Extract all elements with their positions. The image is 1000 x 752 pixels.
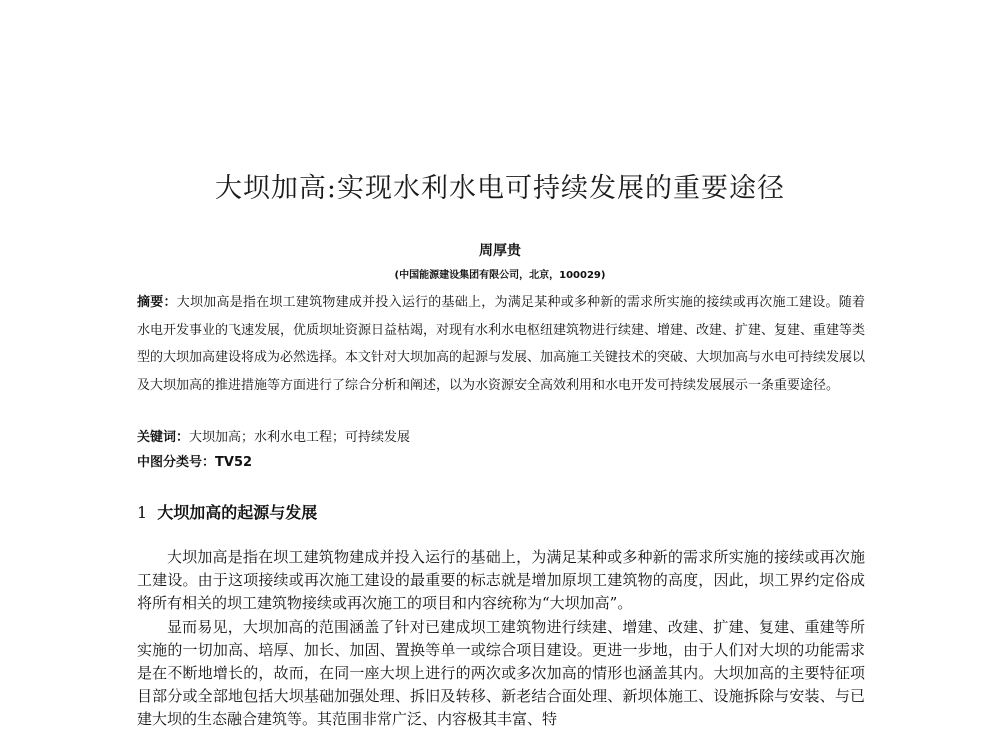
keywords-text: 大坝加高；水利水电工程；可持续发展	[189, 430, 411, 445]
author-name: 周厚贵	[479, 243, 521, 259]
keywords-label: 关键词：	[137, 430, 190, 445]
section-heading	[137, 500, 317, 523]
abstract	[137, 289, 865, 399]
body-text	[137, 546, 865, 732]
paper-title: 大坝加高:实现水利水电可持续发展的重要途径	[214, 173, 786, 204]
abstract-text: 大坝加高是指在坝工建筑物建成并投入运行的基础上，为满足某种或多种新的需求所实施的接续或再次施工建设。随着水电开发事业的飞速发展，优质坝址资源日益枯竭，对现有水利水电枢纽建筑物进行续建、增建、改建、扩建、复建、重建等类型的大坝加高建设将成为必然选择。本文针对大坝加高的起源与发展、加高施工关键技术的突破、大坝加高与水电可持续发展以及大坝加高的推进措施等方面进行了综合分析和阐述，以为水资源安全高效利用和水电开发可持续发展展示一条重要途径。	[137, 295, 866, 393]
classification-label: 中图分类号：	[137, 455, 216, 470]
body-paragraph: 显而易见，大坝加高的范围涵盖了针对已建成坝工建筑物进行续建、增建、改建、扩建、复建、重建等所实施的一切加高、培厚、加长、加固、置换等单一或综合项目建设。更进一步地，由于人们对大坝的功能需求是在不断地增长的，故而，在同一座大坝上进行的两次或多次加高的情形也涵盖其内。大坝加高的主要特征项目部分或全部地包括大坝基础加强处理、拆旧及转移、新老结合面处理、新坝体施工、设施拆除与安装、与已建大坝的生态融合建筑等。其范围非常广泛、内容极其丰富、特	[137, 617, 865, 729]
classification-text: TV52	[215, 455, 253, 470]
author-affiliation: (中国能源建设集团有限公司，北京，100029)	[394, 270, 606, 281]
section-number: 1	[137, 503, 148, 522]
keywords	[137, 426, 865, 445]
body-paragraph: 大坝加高是指在坝工建筑物建成并投入运行的基础上，为满足某种或多种新的需求所实施的接续或再次施工建设。由于这项接续或再次施工建设的最重要的标志就是增加原坝工建筑物的高度，因此，坝工界约定俗成将所有相关的坝工建筑物接续或再次施工的项目和内容统称为“大坝加高”。	[137, 548, 865, 613]
section-title: 大坝加高的起源与发展	[157, 503, 318, 522]
abstract-label: 摘要：	[137, 295, 177, 310]
classification-number	[137, 451, 865, 470]
